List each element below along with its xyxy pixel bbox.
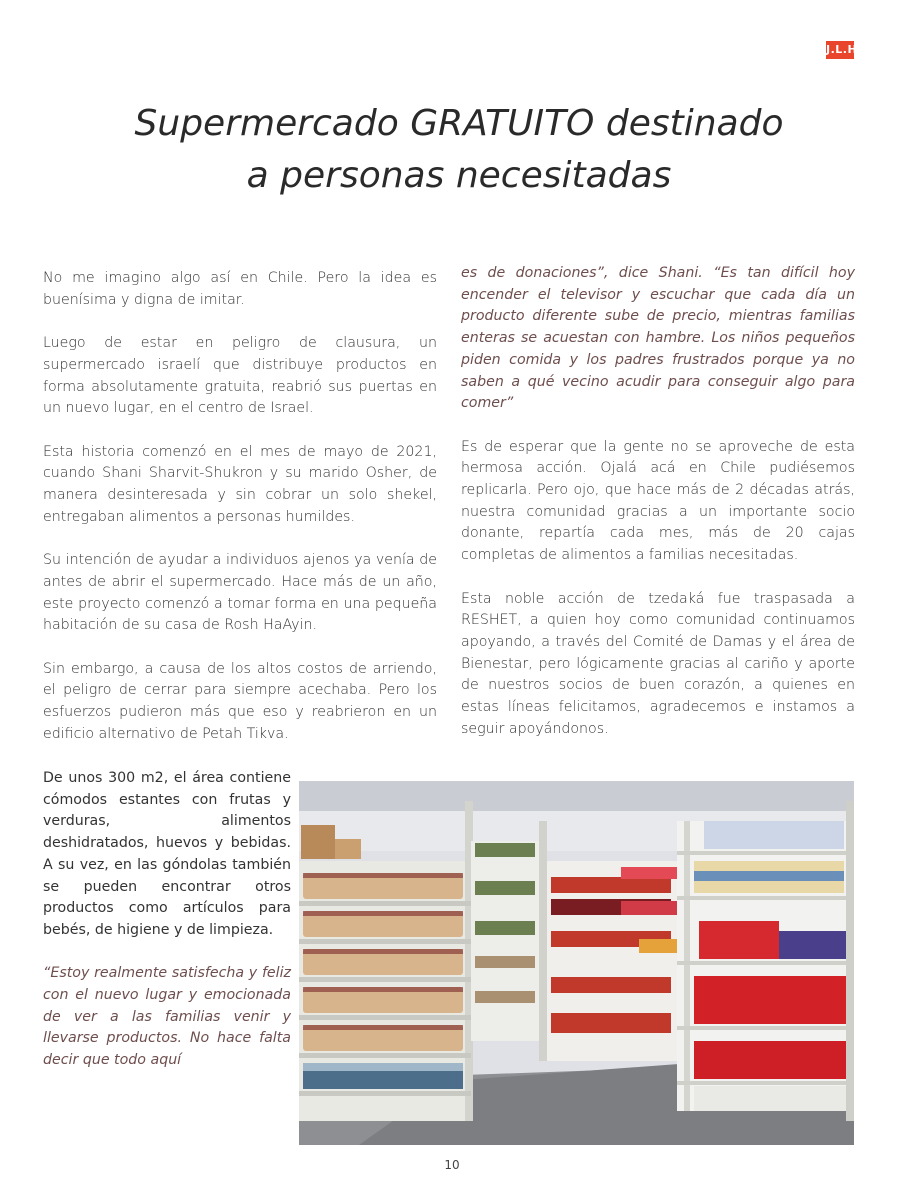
paragraph: Es de esperar que la gente no se aproveche de esta hermosa acción. Ojalá acá en Chile pudiésemos replicarla. Pero ojo, que hace más de 2 décadas atrás, nuestra comunidad gracias a un importante socio donante, repartía cada mes, más de 20 cajas completas de alimentos a familias necesitadas. — [461, 438, 855, 564]
paragraph: Su intención de ayudar a individuos ajenos ya venía de antes de abrir el supermercado. Hace más de un año, este proyecto comenzó a tomar forma en una pequeña habitación de su casa de Rosh HaAyin. — [43, 552, 437, 634]
paragraph: Luego de estar en peligro de clausura, un supermercado israelí que distribuye productos en forma absolutamente gratuita, reabrió sus puertas en un nuevo lugar, en el centro de Israel. — [43, 335, 437, 417]
paragraph: No me imagino algo así en Chile. Pero la idea es buenísima y digna de imitar. — [43, 270, 437, 308]
title-line-2: a personas necesitadas — [246, 155, 672, 196]
jlh-logo: J.L.H — [826, 41, 854, 59]
paragraph: Sin embargo, a causa de los altos costos de arriendo, el peligro de cerrar para siempre acechaba. Pero los esfuerzos pudieron más que eso y reabrieron en un edificio alternativo de Petah Tikva. — [43, 660, 437, 742]
quote-paragraph: “Estoy realmente satisfecha y feliz con el nuevo lugar y emocionada de ver a las familias venir y llevarse productos. No hace falta decir que todo aquí — [43, 965, 291, 1069]
paragraph: Esta noble acción de tzedaká fue traspasada a RESHET, a quien hoy como comunidad continuamos apoyando, a través del Comité de Damas y el área de Bienestar, pero lógicamente gracias al cariño y aporte de nuestros socios de buen corazón, a quienes en estas líneas felicitamos, agradecemos e instamos a seguir apoyándonos. — [461, 590, 855, 737]
paragraph: De unos 300 m2, el área contiene cómodos estantes con frutas y verduras, alimentos deshidratados, huevos y bebidas. A su vez, en las góndolas también se pueden encontrar otros productos como artículos para bebés, de higiene y de limpieza. — [43, 770, 291, 938]
page-number: 10 — [444, 1158, 460, 1172]
right-column — [461, 263, 855, 740]
left-narrow-column — [43, 768, 291, 1072]
quote-paragraph: es de donaciones”, dice Shani. “Es tan difícil hoy encender el televisor y escuchar que cada día un producto diferente sube de precio, mientras familias enteras se acuestan con hambre. Los niños pequeños piden comida y los padres frustrados porque ya no saben a qué vecino acudir para conseguir algo para comer” — [461, 265, 855, 412]
title-line-1: Supermercado GRATUITO destinado — [134, 103, 784, 144]
left-column — [43, 268, 437, 745]
paragraph: Esta historia comenzó en el mes de mayo de 2021, cuando Shani Sharvit-Shukron y su marido Osher, de manera desinteresada y sin cobrar un solo shekel, entregaban alimentos a personas humildes. — [43, 443, 437, 525]
page-title — [60, 98, 858, 202]
supermarket-photo — [299, 781, 854, 1145]
